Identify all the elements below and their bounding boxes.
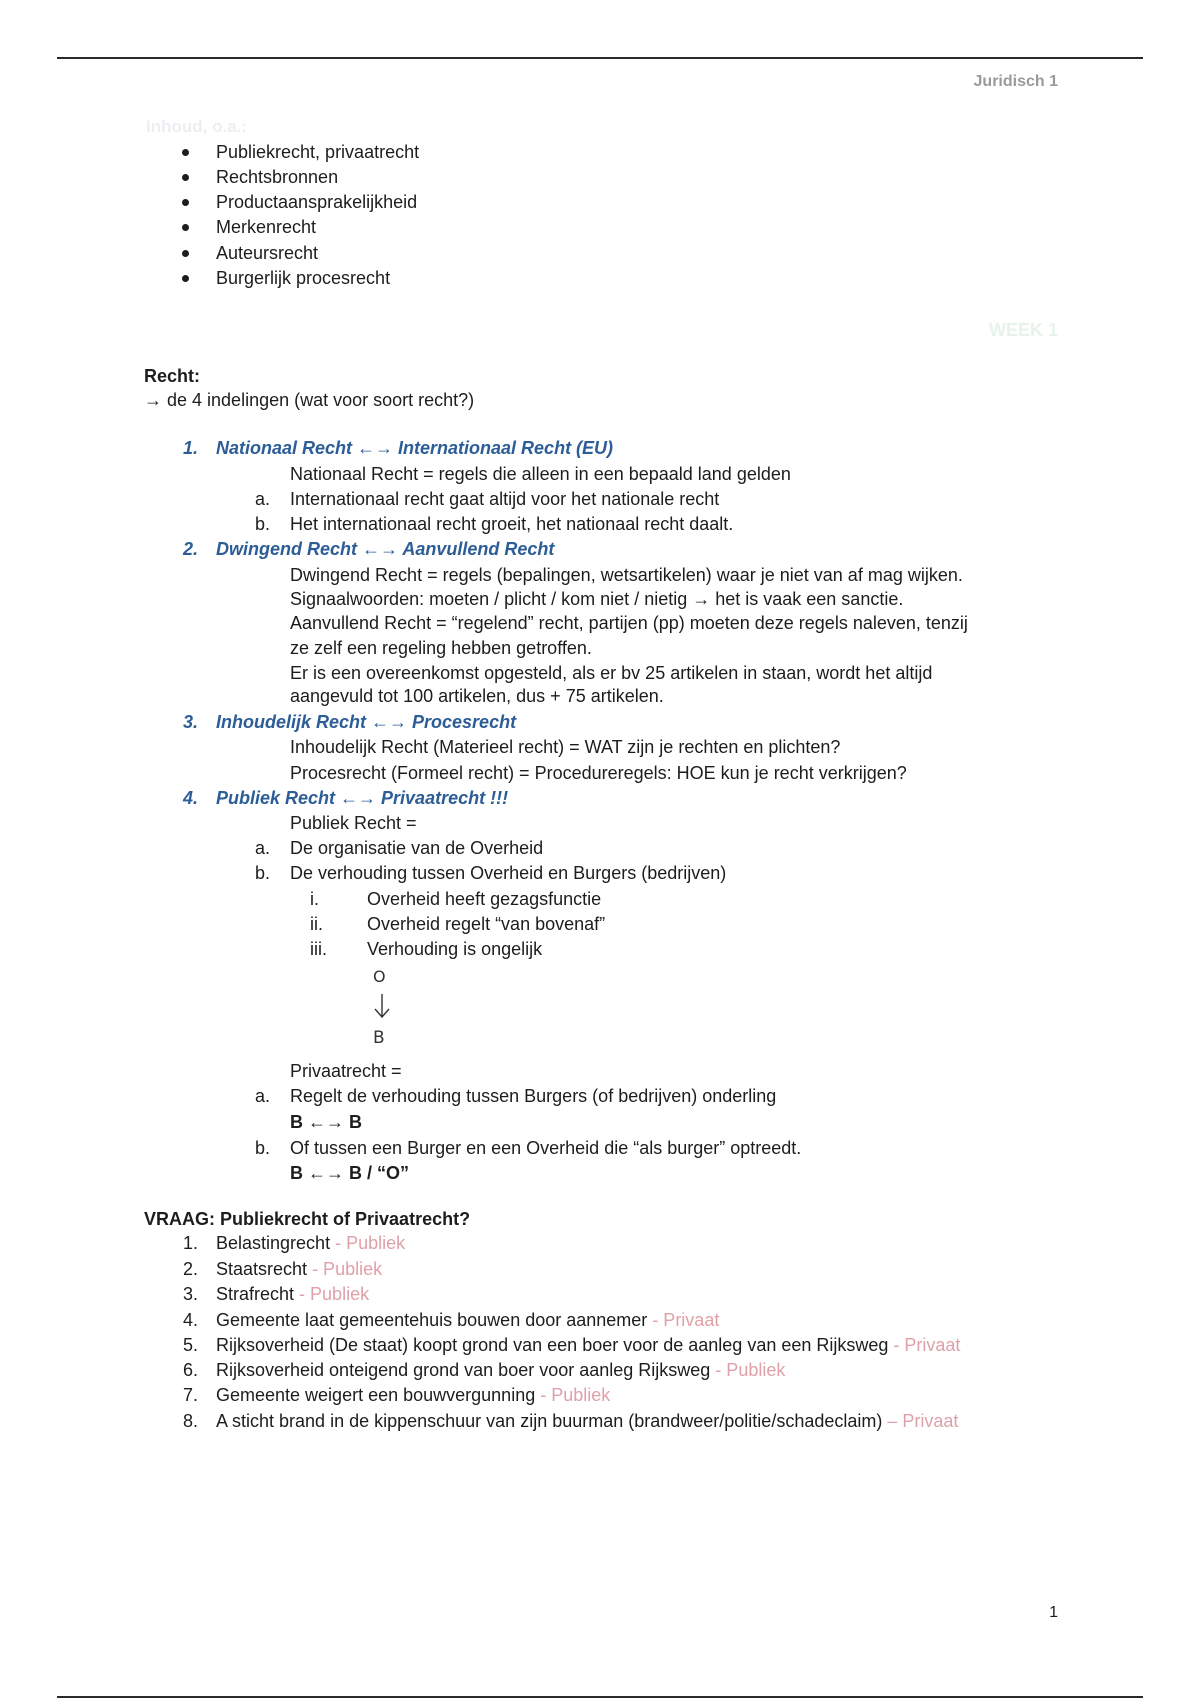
list-item: Rechtsbronnen: [216, 165, 338, 189]
section-text: Internationaal recht gaat altijd voor het nationale recht: [290, 489, 720, 509]
top-rule: [57, 57, 1143, 59]
section-text: Nationaal Recht = regels die alleen in een bepaald land gelden: [290, 464, 791, 484]
sketch-label-bottom: B: [373, 1028, 385, 1048]
list-marker: 1.: [182, 1233, 198, 1253]
list-marker: b.: [254, 1138, 270, 1158]
relation-text: B ←→ B / “O”: [290, 1163, 410, 1183]
section-text: Overheid heeft gezagsfunctie: [367, 889, 602, 909]
section-text: Publiek Recht =: [290, 813, 417, 833]
list-marker: 6.: [182, 1360, 198, 1380]
list-item: Gemeente weigert een bouwvergunning - Publiek: [216, 1385, 611, 1405]
section-text: Verhouding is ongelijk: [367, 939, 543, 959]
list-item: A sticht brand in de kippenschuur van zijn buurman (brandweer/politie/schadeclaim) – Privaat: [216, 1411, 959, 1431]
section-number: 2.: [182, 539, 198, 559]
section-title: Dwingend Recht ←→ Aanvullend Recht: [216, 539, 555, 559]
week-label: WEEK 1: [988, 320, 1058, 340]
list-marker: 5.: [182, 1335, 198, 1355]
section-text: Of tussen een Burger en een Overheid die “als burger” optreedt.: [290, 1138, 802, 1158]
list-marker: 8.: [182, 1411, 198, 1431]
list-item: Productaansprakelijkheid: [216, 190, 417, 214]
section-text: aangevuld tot 100 artikelen, dus + 75 artikelen.: [290, 686, 664, 706]
list-marker: iii.: [310, 939, 327, 959]
section-number: 3.: [182, 712, 198, 732]
section-text: ze zelf een regeling hebben getroffen.: [290, 638, 592, 658]
section-text: Regelt de verhouding tussen Burgers (of bedrijven) onderling: [290, 1086, 777, 1106]
list-item: Strafrecht - Publiek: [216, 1284, 370, 1304]
section-number: 4.: [182, 788, 198, 808]
document-header-label: Juridisch 1: [973, 73, 1058, 90]
list-item: Rijksoverheid (De staat) koopt grond van een boer voor de aanleg van een Rijksweg - Privaat: [216, 1335, 961, 1355]
section-text: Inhoudelijk Recht (Materieel recht) = WAT zijn je rechten en plichten?: [290, 737, 841, 757]
contents-heading: Inhoud, o.a.:: [146, 117, 248, 136]
list-item: Staatsrecht - Publiek: [216, 1259, 383, 1279]
list-item: Burgerlijk procesrecht: [216, 266, 390, 290]
sketch-label-top: O: [373, 967, 386, 986]
recht-intro: → de 4 indelingen (wat voor soort recht?): [144, 390, 475, 410]
list-item: Publiekrecht, privaatrecht: [216, 140, 419, 164]
vraag-heading: VRAAG: Publiekrecht of Privaatrecht?: [144, 1209, 471, 1229]
list-item: Gemeente laat gemeentehuis bouwen door aannemer - Privaat: [216, 1310, 720, 1330]
list-marker: a.: [254, 489, 270, 509]
section-title: Inhoudelijk Recht ←→ Procesrecht: [216, 712, 517, 732]
list-item: Merkenrecht: [216, 215, 316, 239]
section-text: De verhouding tussen Overheid en Burgers (bedrijven): [290, 863, 727, 883]
list-marker: 7.: [182, 1385, 198, 1405]
list-item: Auteursrecht: [216, 241, 318, 265]
section-text: Dwingend Recht = regels (bepalingen, wetsartikelen) waar je niet van af mag wijken.: [290, 565, 963, 585]
page-number: 1: [1049, 1604, 1058, 1621]
section-text: Het internationaal recht groeit, het nationaal recht daalt.: [290, 514, 734, 534]
list-marker: i.: [310, 889, 319, 909]
list-marker: a.: [254, 838, 270, 858]
section-text: Overheid regelt “van bovenaf”: [367, 914, 606, 934]
section-title: Publiek Recht ←→ Privaatrecht !!!: [216, 788, 509, 808]
list-marker: b.: [254, 514, 270, 534]
list-marker: a.: [254, 1086, 270, 1106]
list-marker: 2.: [182, 1259, 198, 1279]
recht-heading: Recht:: [144, 366, 201, 386]
list-item: Belastingrecht - Publiek: [216, 1233, 406, 1253]
hierarchy-sketch: [370, 965, 400, 1053]
section-text: Privaatrecht =: [290, 1061, 402, 1081]
section-text: Aanvullend Recht = “regelend” recht, partijen (pp) moeten deze regels naleven, tenzij: [290, 613, 968, 633]
list-marker: 3.: [182, 1284, 198, 1304]
list-marker: ii.: [310, 914, 323, 934]
section-text: Signaalwoorden: moeten / plicht / kom niet / nietig → het is vaak een sanctie.: [290, 589, 904, 609]
section-title: Nationaal Recht ←→ Internationaal Recht (EU): [216, 438, 614, 458]
section-number: 1.: [182, 438, 198, 458]
list-marker: b.: [254, 863, 270, 883]
list-item: Rijksoverheid onteigend grond van boer voor aanleg Rijksweg - Publiek: [216, 1360, 786, 1380]
section-text: De organisatie van de Overheid: [290, 838, 544, 858]
section-text: Er is een overeenkomst opgesteld, als er bv 25 artikelen in staan, wordt het altijd: [290, 663, 933, 683]
relation-text: B ←→ B: [290, 1112, 362, 1132]
bottom-rule: [57, 1696, 1143, 1698]
list-marker: 4.: [182, 1310, 198, 1330]
section-text: Procesrecht (Formeel recht) = Procedureregels: HOE kun je recht verkrijgen?: [290, 763, 907, 783]
